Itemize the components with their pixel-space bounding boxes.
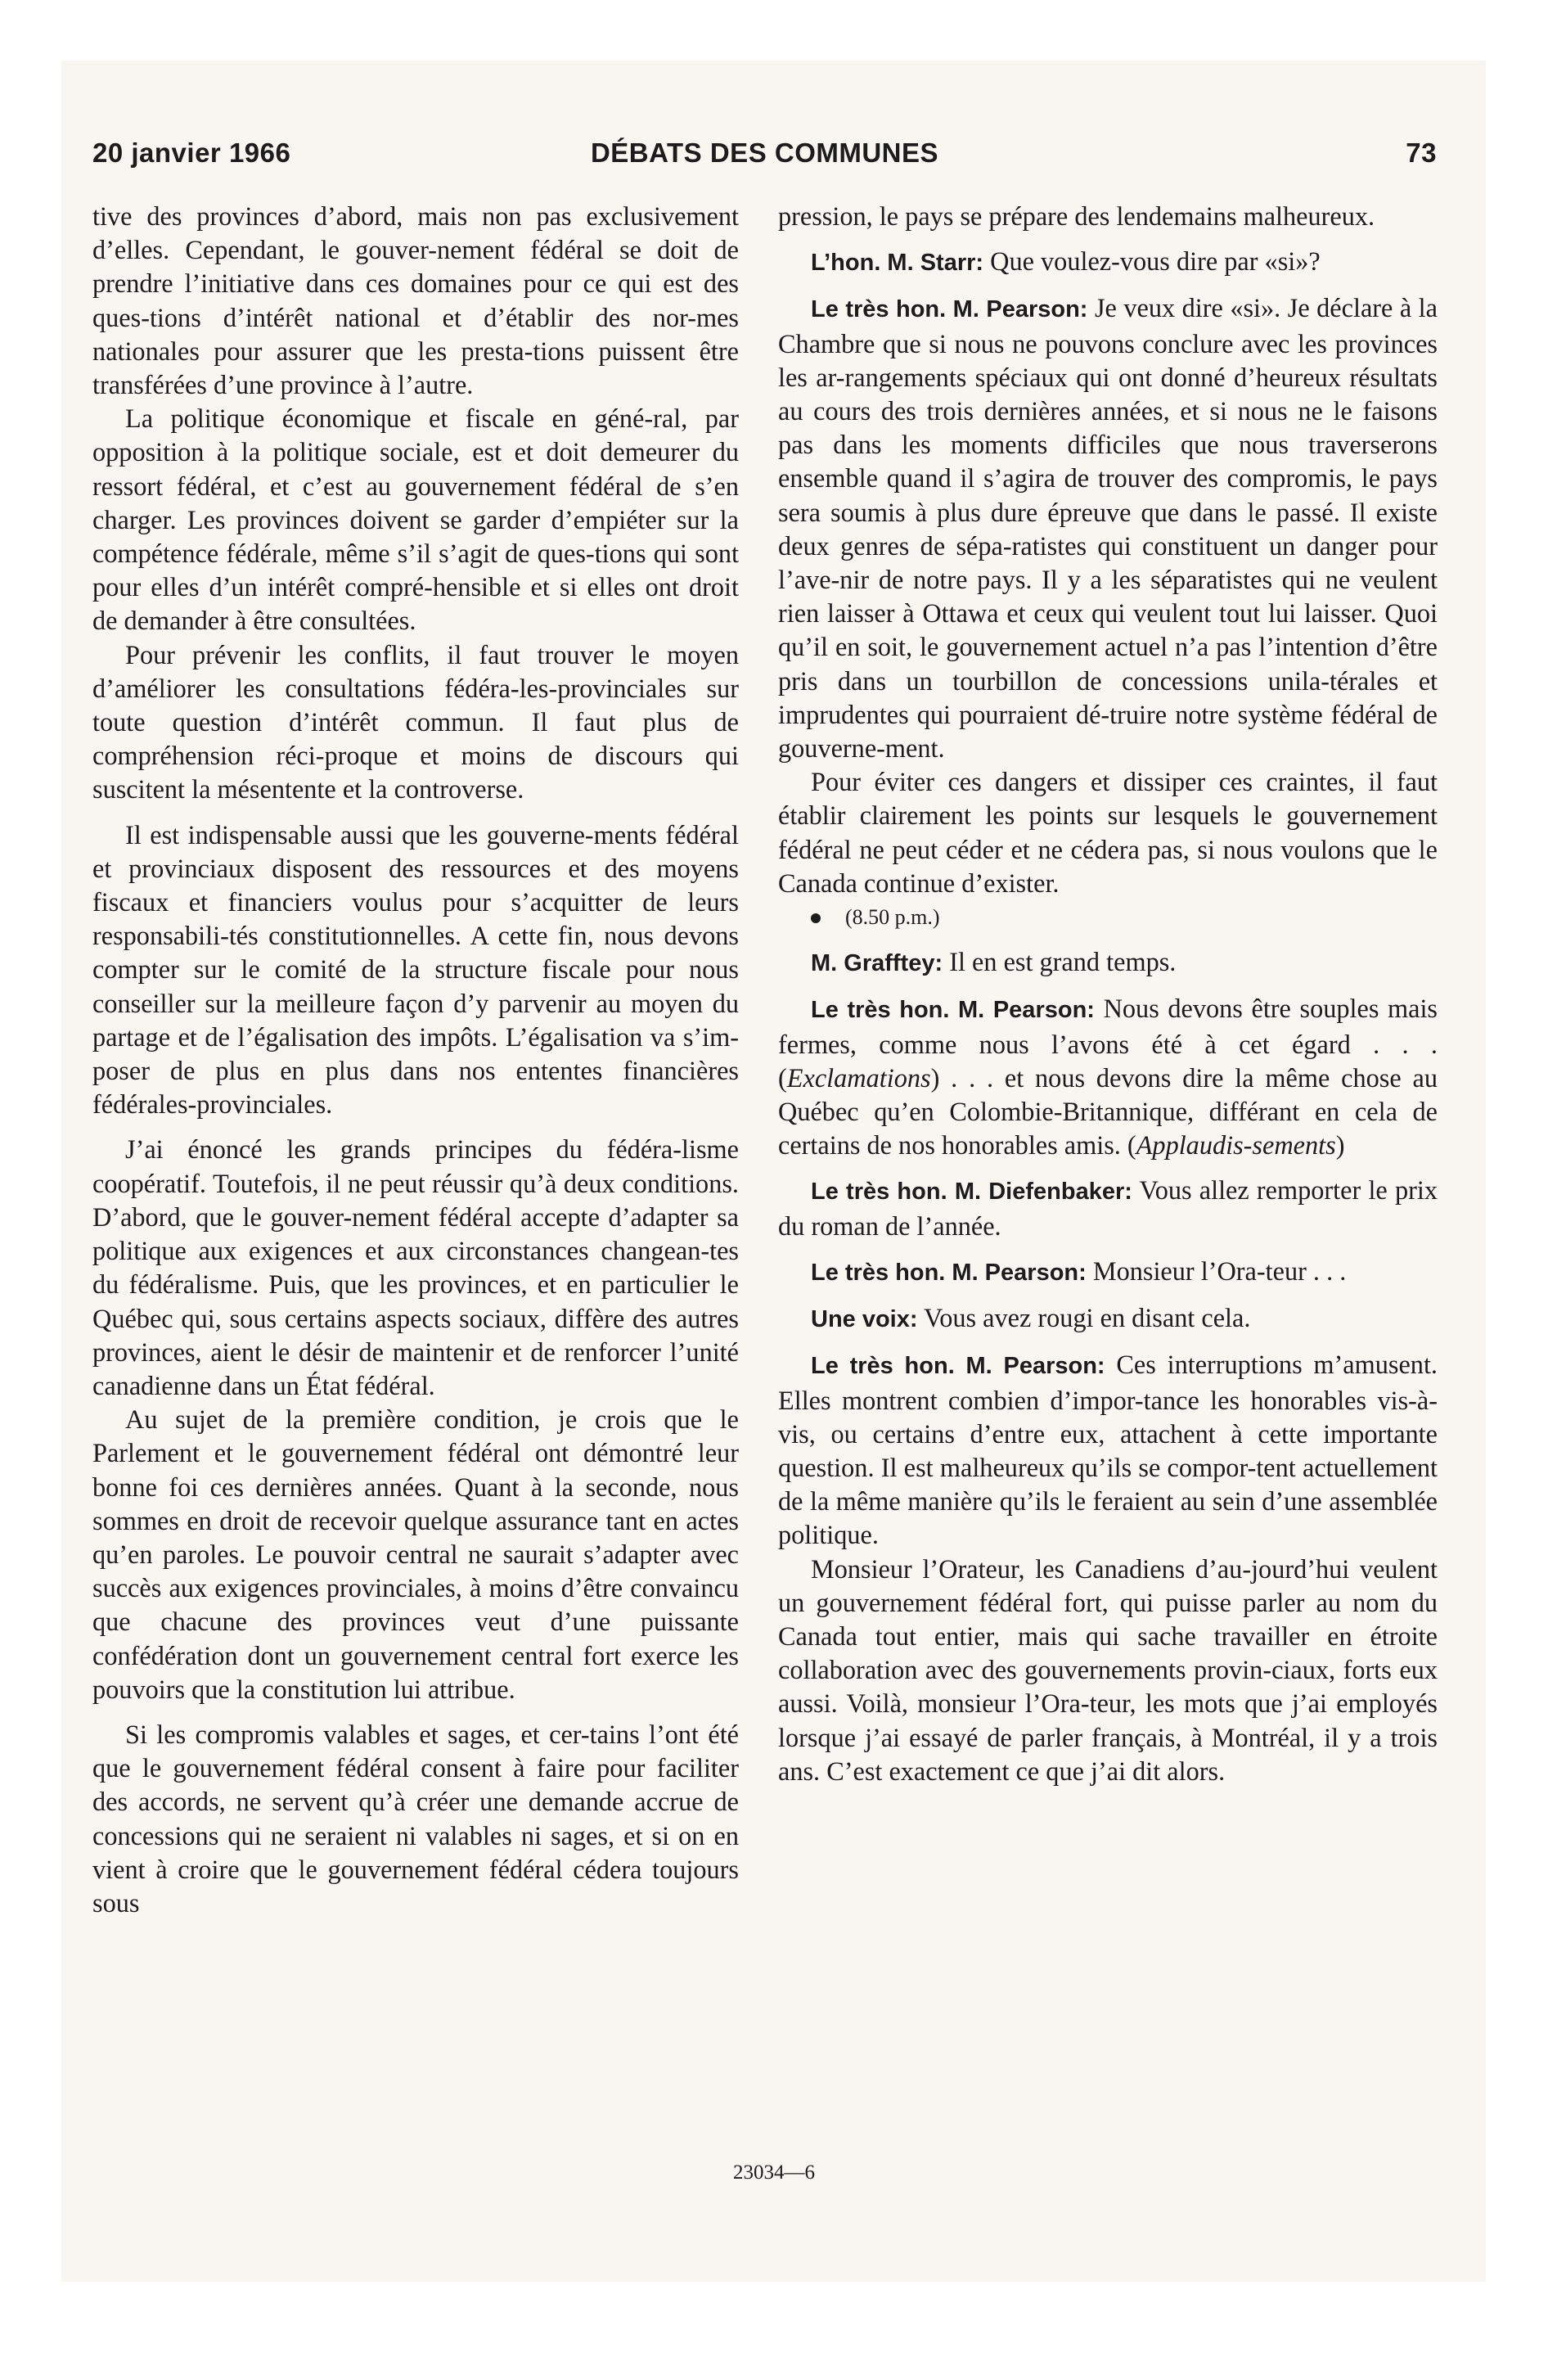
paragraph: pression, le pays se prépare des lendemains malheureux. — [778, 201, 1375, 231]
speaker-name: Une voix: — [811, 1306, 918, 1333]
paragraph: Pour prévenir les conflits, il faut trouver le moyen d’améliorer les consultations fédéra-les-provinciales sur toute question d’intérêt commun. Il faut plus de compréhension réci-proque et moins de discours qui suscitent la mésentente et la controverse. — [92, 639, 739, 805]
speech-text: Nous devons être souples mais fermes, comme nous l’avons été à cet égard . . . ( — [778, 994, 1438, 1093]
paragraph: La politique économique et fiscale en géné-ral, par opposition à la politique sociale, est et doit demeurer du ressort fédéral, et c’est au gouvernement fédéral de s’en charger. Les provinces doivent se garder d’empiéter sur la compétence fédérale, même s’il s’agit de ques-tions qui sont pour elles d’un intérêt compré-hensible et si elles ont droit de demander à être consultées. — [92, 403, 739, 636]
time-text: (8.50 p.m.) — [845, 905, 940, 930]
speech — [778, 1301, 1438, 1336]
header-date: 20 janvier 1966 — [92, 137, 291, 168]
time-marker — [778, 900, 1438, 934]
speech — [778, 1255, 1438, 1290]
header-title: DÉBATS DES COMMUNES — [590, 137, 939, 168]
speech-text: Vous allez remporter le prix du roman de l’année. — [778, 1175, 1438, 1241]
speaker-name: Le très hon. M. Pearson: — [811, 997, 1095, 1024]
speaker-name: Le très hon. M. Pearson: — [811, 296, 1088, 323]
paragraph: Au sujet de la première condition, je crois que le Parlement et le gouvernement fédéral ont démontré leur bonne foi ces dernières années. Quant à la seconde, nous sommes en droit de recevoir quelque assurance tant en actes qu’en paroles. Le pouvoir central ne saurait s’adapter avec succès aux exigences provinciales, à moins d’être convaincu que chacune des provinces veut d’une puissante confédération dont un gouvernement central fort exerce les pouvoirs que la constitution lui attribue. — [92, 1404, 739, 1704]
speech — [778, 992, 1438, 1162]
speaker-name: M. Grafftey: — [811, 950, 943, 977]
speech-text: Il en est grand temps. — [949, 947, 1177, 977]
speaker-name: L’hon. M. Starr: — [811, 250, 984, 277]
speech — [778, 245, 1438, 280]
speech-text: Ces interruptions m’amusent. Elles montrent combien d’impor-tance les honorables vis-à-vis, ou certains d’entre eux, attachent à cette importante question. Il est malheureux qu’ils se compor-tent actuellement de la même manière qu’ils le feraient au sein d’une assemblée politique. — [778, 1350, 1438, 1550]
paragraph: Si les compromis valables et sages, et cer-tains l’ont été que le gouvernement fédéral consent à faire pour faciliter des accords, ne servent qu’à créer une demande accrue de concessions qui ne seraient ni valables ni sages, et si on en vient à croire que le gouvernement fédéral cédera toujours sous — [92, 1719, 739, 1918]
left-column — [92, 200, 739, 1920]
right-column — [778, 200, 1438, 1788]
speech — [778, 291, 1438, 765]
page-header — [92, 137, 1437, 180]
speech — [778, 1174, 1438, 1242]
bullet-icon — [811, 913, 821, 923]
paragraph: Monsieur l’Orateur, les Canadiens d’au-jourd’hui veulent un gouvernement fédéral fort, qui puisse parler au nom du Canada tout entier, mais qui sache travailler en étroite collaboration avec des gouvernements provin-ciaux, forts eux aussi. Voilà, monsieur l’Ora-teur, les mots que j’ai employés lorsque j’ai essayé de parler français, à Montréal, il y a trois ans. C’est exactement ce que j’ai dit alors. — [778, 1553, 1438, 1786]
paragraph: Il est indispensable aussi que les gouverne-ments fédéral et provinciaux disposent des ressources et des moyens fiscaux et financiers voulus pour s’acquitter de leurs responsabili-tés constitutionnelles. A cette fin, nous devons compter sur le comité de la structure fiscale pour nous conseiller sur la meilleure façon d’y parvenir au moyen du partage et de l’égalisation des impôts. L’égalisation va s’im-poser de plus en plus dans nos ententes financières fédérales-provinciales. — [92, 819, 739, 1120]
speech — [778, 945, 1438, 980]
paragraph: Pour éviter ces dangers et dissiper ces craintes, il faut établir clairement les points sur lesquels le gouvernement fédéral ne peut céder et ne cédera pas, si nous voulons que le Canada continue d’exister. — [778, 767, 1438, 898]
speaker-name: Le très hon. M. Pearson: — [811, 1353, 1105, 1380]
stage-direction: Exclamations — [786, 1062, 931, 1093]
speech-text: Que voulez-vous dire par «si»? — [990, 246, 1321, 277]
speech-text: Vous avez rougi en disant cela. — [924, 1303, 1251, 1333]
speaker-name: Le très hon. M. Diefenbaker: — [811, 1179, 1132, 1206]
printer-signature: 23034—6 — [733, 2161, 815, 2184]
speech-text: ) — [1335, 1130, 1345, 1161]
speech-text: ) . . . et nous devons dire la même chose au Québec qu’en Colombie-Britannique, différant en cela de certains de nos honorables amis. ( — [778, 1062, 1438, 1161]
paragraph: J’ai énoncé les grands principes du fédéra-lisme coopératif. Toutefois, il ne peut réussir qu’à deux conditions. D’abord, que le gouver-nement fédéral accepte d’adapter sa politique aux exigences et aux circonstances changean-tes du fédéralisme. Puis, que les provinces, et en particulier le Québec qui, sous certains aspects sociaux, diffère des autres provinces, aient le désir de maintenir et de renforcer l’unité canadienne dans un État fédéral. — [92, 1134, 739, 1400]
page-number: 73 — [1406, 137, 1437, 168]
stage-direction: Applaudis-sements — [1136, 1130, 1336, 1161]
speech-text: Monsieur l’Ora-teur . . . — [1092, 1255, 1347, 1286]
speech-text: Je veux dire «si». Je déclare à la Chambre que si nous ne pouvons conclure avec les provinces les ar-rangements spéciaux qui ont donné d’heureux résultats au cours des trois dernières années, et si nous ne le faisons pas dans les moments difficiles que nous traverserons ensemble quand il s’agira de trouver des compromis, le pays sera soumis à plus dure épreuve que dans le passé. Il existe deux genres de sépa-ratistes qui constituent un danger pour l’ave-nir de notre pays. Il y a les séparatistes qui ne veulent rien laisser à Ottawa et ceux qui veulent tout lui laisser. Quoi qu’il en soit, le gouvernement actuel n’a pas l’intention d’être pris dans un tourbillon de concessions unila-térales et imprudentes qui pourraient dé-truire notre système fédéral de gouverne-ment. — [778, 293, 1438, 764]
speech — [778, 1348, 1438, 1552]
paragraph: tive des provinces d’abord, mais non pas exclusivement d’elles. Cependant, le gouver-nement fédéral se doit de prendre l’initiative dans ces domaines pour ce qui est des ques-tions d’intérêt national et d’établir des nor-mes nationales pour assurer que les presta-tions puissent être transférées d’une province à l’autre. — [92, 201, 739, 400]
speaker-name: Le très hon. M. Pearson: — [811, 1259, 1087, 1286]
